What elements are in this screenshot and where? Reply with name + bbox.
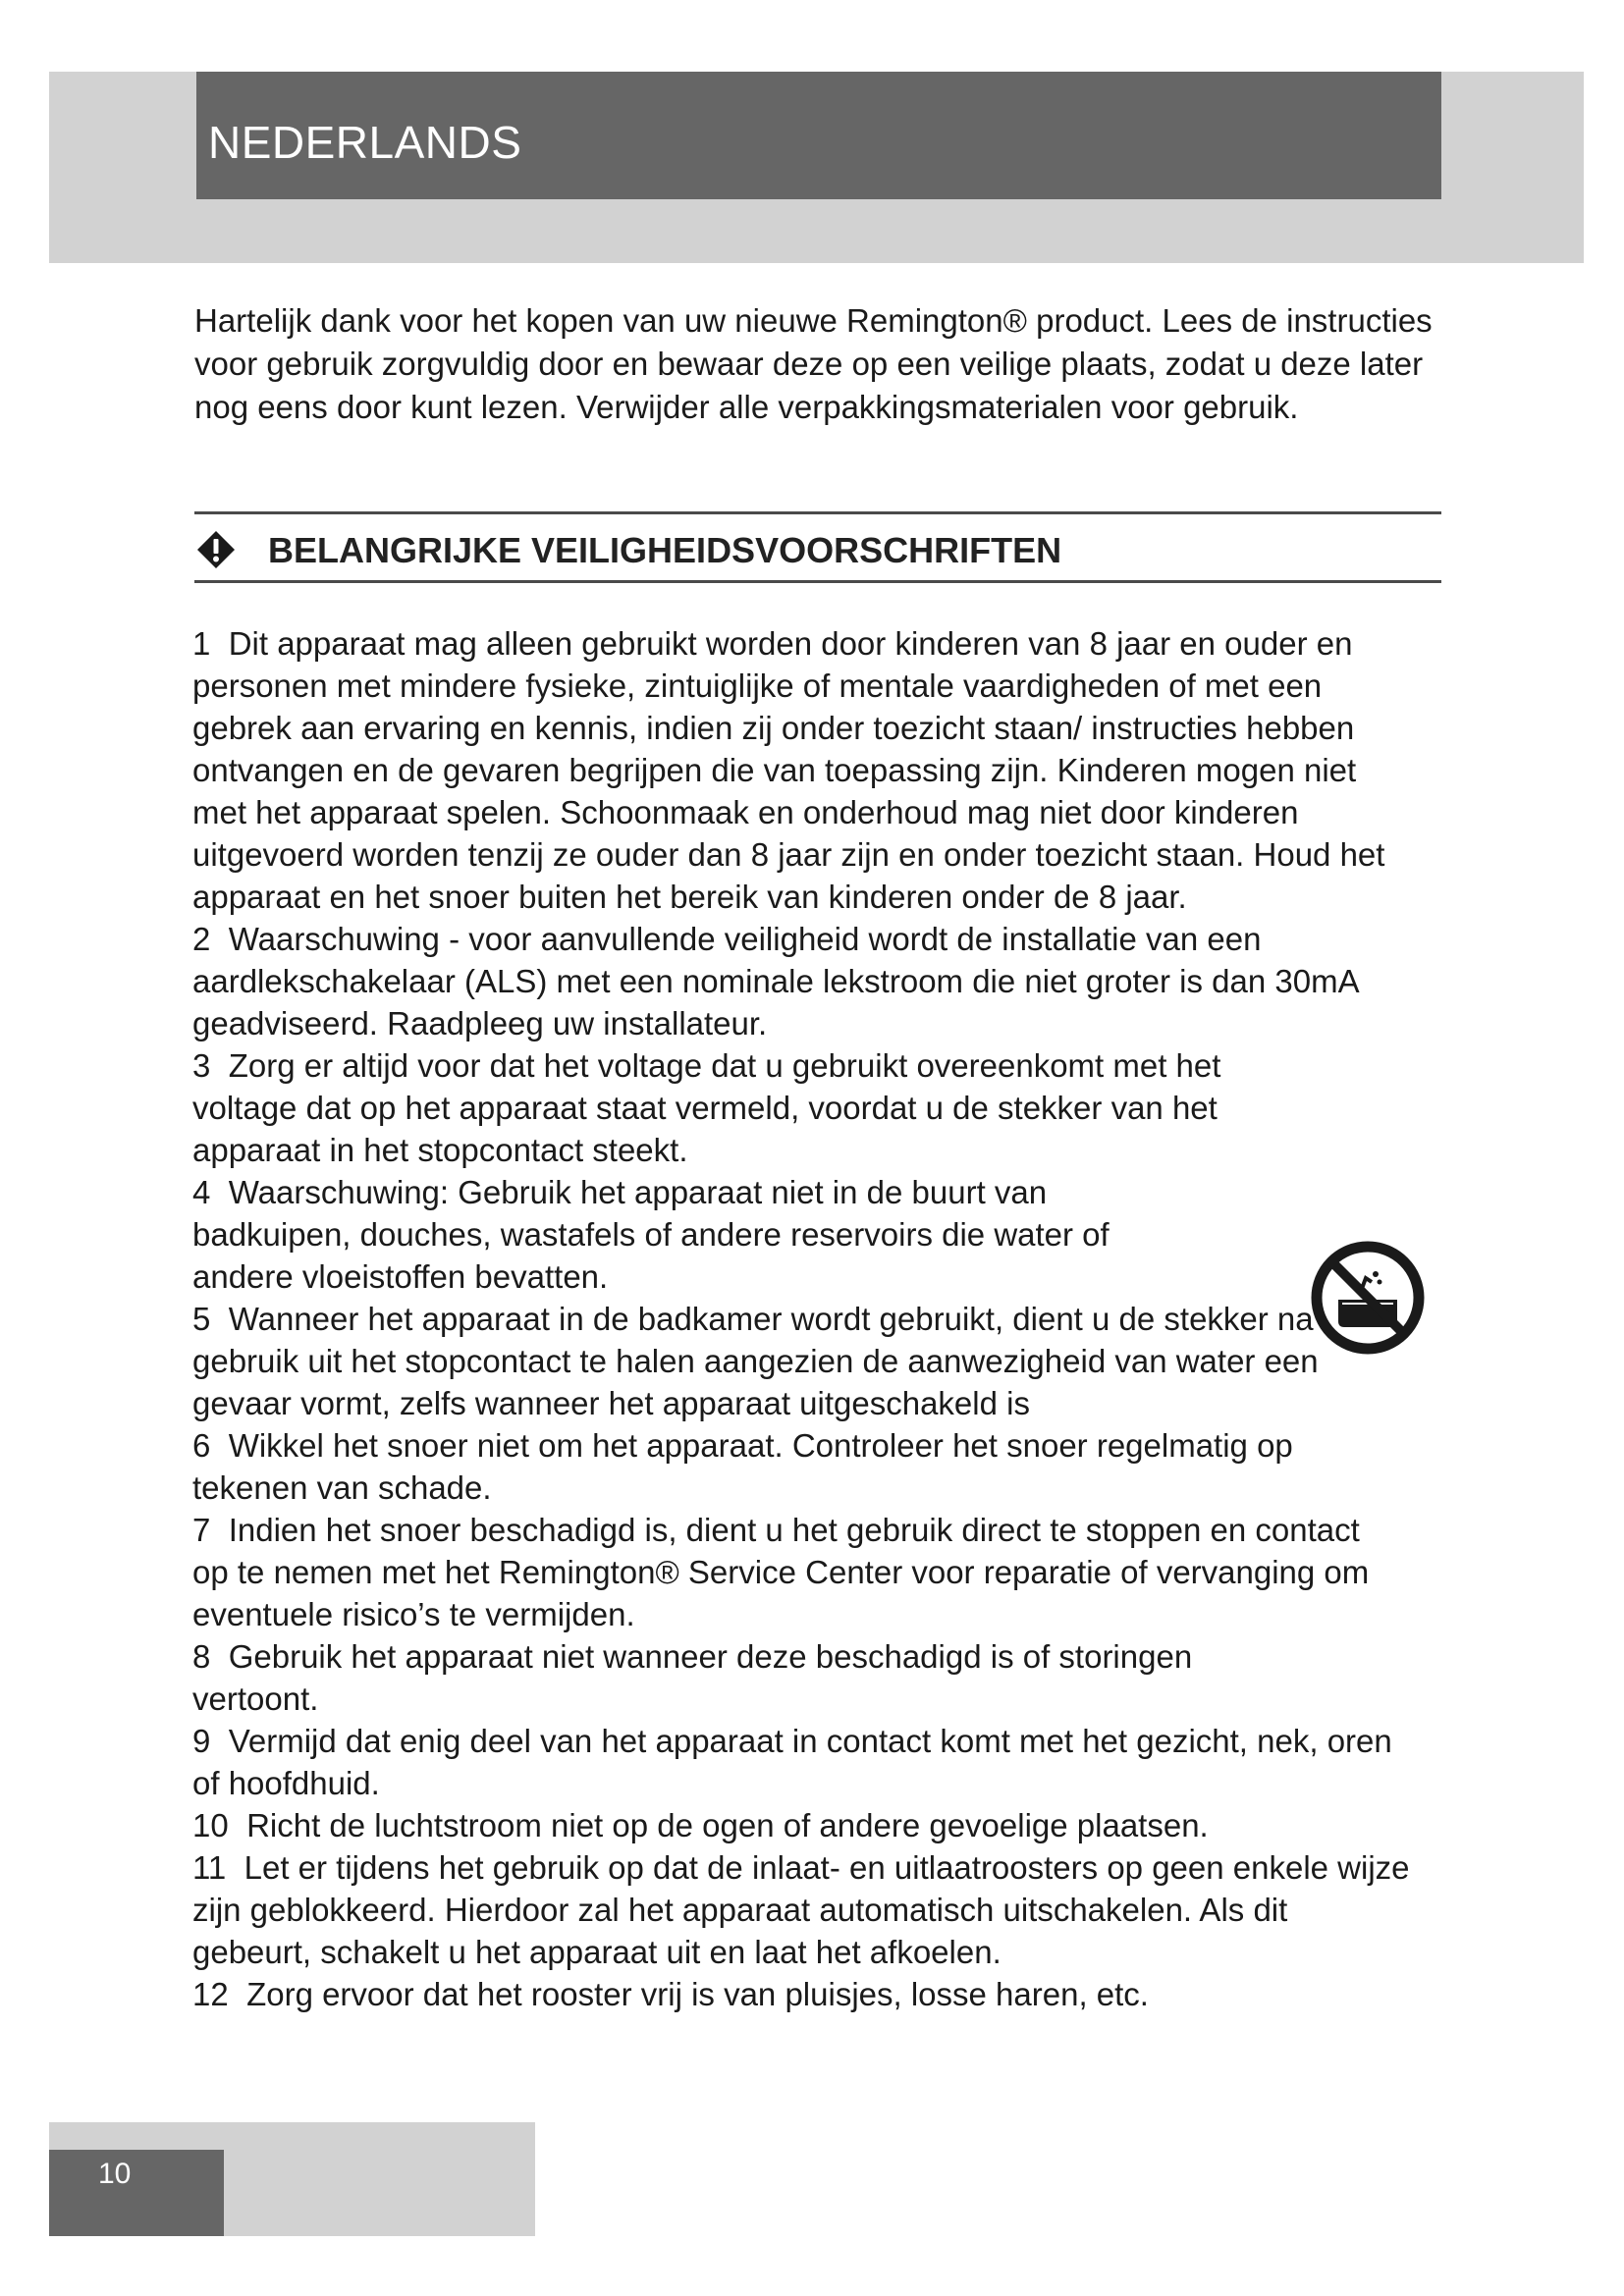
- item-text: Richt de luchtstroom niet op de ogen of andere gevoelige plaatsen.: [246, 1807, 1209, 1843]
- list-item: [192, 1298, 1400, 1424]
- item-number: 8: [192, 1638, 211, 1675]
- list-item: [192, 1044, 1322, 1171]
- section-rule-top: [194, 511, 1441, 514]
- item-text: Wanneer het apparaat in de badkamer wordt gebruikt, dient u de stekker na gebruik uit het stopcontact te halen aangezien de aanwezigheid van water een gevaar vormt, zelfs wanneer het apparaat uitgeschakeld is: [192, 1301, 1319, 1421]
- section-title: BELANGRIJKE VEILIGHEIDSVOORSCHRIFTEN: [268, 530, 1062, 570]
- item-text: Gebruik het apparaat niet wanneer deze beschadigd is of storingen vertoont.: [192, 1638, 1193, 1717]
- item-number: 10: [192, 1807, 229, 1843]
- list-item: [192, 622, 1400, 918]
- list-item: [192, 1973, 1410, 2015]
- list-item: [192, 1509, 1371, 1635]
- page-number: 10: [98, 2158, 132, 2190]
- item-text: Waarschuwing: Gebruik het apparaat niet in de buurt van badkuipen, douches, wastafels of andere reservoirs die water of andere vloeistoffen bevatten.: [192, 1174, 1110, 1295]
- item-text: Waarschuwing - voor aanvullende veiligheid wordt de installatie van een aardlekschakelaar (ALS) met een nominale lekstroom die niet groter is dan 30mA geadviseerd. Raadpleeg uw installateur.: [192, 921, 1358, 1041]
- item-number: 4: [192, 1174, 211, 1210]
- intro-paragraph: Hartelijk dank voor het kopen van uw nieuwe Remington® product. Lees de instructies voor gebruik zorgvuldig door en bewaar deze op een veilige plaats, zodat u deze later nog eens door kunt lezen. Verwijder alle verpakkingsmaterialen voor gebruik.: [194, 302, 1433, 425]
- language-title: NEDERLANDS: [208, 117, 522, 168]
- list-item: [192, 918, 1380, 1044]
- item-text: Let er tijdens het gebruik op dat de inlaat- en uitlaatroosters op geen enkele wijze zijn geblokkeerd. Hierdoor zal het apparaat automatisch uitschakelen. Als dit gebeurt, schakelt u het apparaat uit en laat het afkoelen.: [192, 1849, 1410, 1970]
- item-number: 6: [192, 1427, 211, 1464]
- item-number: 12: [192, 1976, 229, 2012]
- item-text: Vermijd dat enig deel van het apparaat in contact komt met het gezicht, nek, oren of hoofdhuid.: [192, 1723, 1392, 1801]
- list-item: [192, 1171, 1214, 1298]
- warning-icon: [196, 530, 236, 569]
- list-item: [192, 1720, 1400, 1804]
- item-number: 11: [192, 1849, 227, 1886]
- section-rule-bottom: [194, 580, 1441, 583]
- item-number: 5: [192, 1301, 211, 1337]
- list-item: [192, 1804, 1449, 1846]
- footer-box: [49, 2150, 224, 2236]
- item-number: 3: [192, 1047, 211, 1084]
- item-number: 7: [192, 1512, 211, 1548]
- list-item: [192, 1846, 1410, 1973]
- item-text: Zorg ervoor dat het rooster vrij is van pluisjes, losse haren, etc.: [246, 1976, 1149, 2012]
- list-item: [192, 1635, 1272, 1720]
- item-text: Dit apparaat mag alleen gebruikt worden door kinderen van 8 jaar en ouder en personen met mindere fysieke, zintuiglijke of mentale vaardigheden of met een gebrek aan ervaring en kennis, indien zij onder toezicht staan/ instructies hebben ontvangen en de gevaren begrijpen die van toepassing zijn. Kinderen mogen niet met het apparaat spelen. Schoonmaak en onderhoud mag niet door kinderen uitgevoerd worden tenzij ze ouder dan 8 jaar zijn en onder toezicht staan. Houd het apparaat en het snoer buiten het bereik van kinderen onder de 8 jaar.: [192, 625, 1385, 915]
- item-text: Zorg er altijd voor dat het voltage dat u gebruikt overeenkomt met het voltage dat op het apparaat staat vermeld, voordat u de stekker van het apparaat in het stopcontact steekt.: [192, 1047, 1221, 1168]
- item-number: 2: [192, 921, 211, 957]
- item-text: Wikkel het snoer niet om het apparaat. Controleer het snoer regelmatig op tekenen van schade.: [192, 1427, 1293, 1506]
- no-water-bath-icon: [1309, 1239, 1427, 1357]
- safety-instructions-list: [192, 622, 1469, 2015]
- item-text: Indien het snoer beschadigd is, dient u het gebruik direct te stoppen en contact op te nemen met het Remington® Service Center voor reparatie of vervanging om eventuele risico’s te vermijden.: [192, 1512, 1370, 1632]
- item-number: 9: [192, 1723, 211, 1759]
- list-item: [192, 1424, 1371, 1509]
- item-number: 1: [192, 625, 211, 662]
